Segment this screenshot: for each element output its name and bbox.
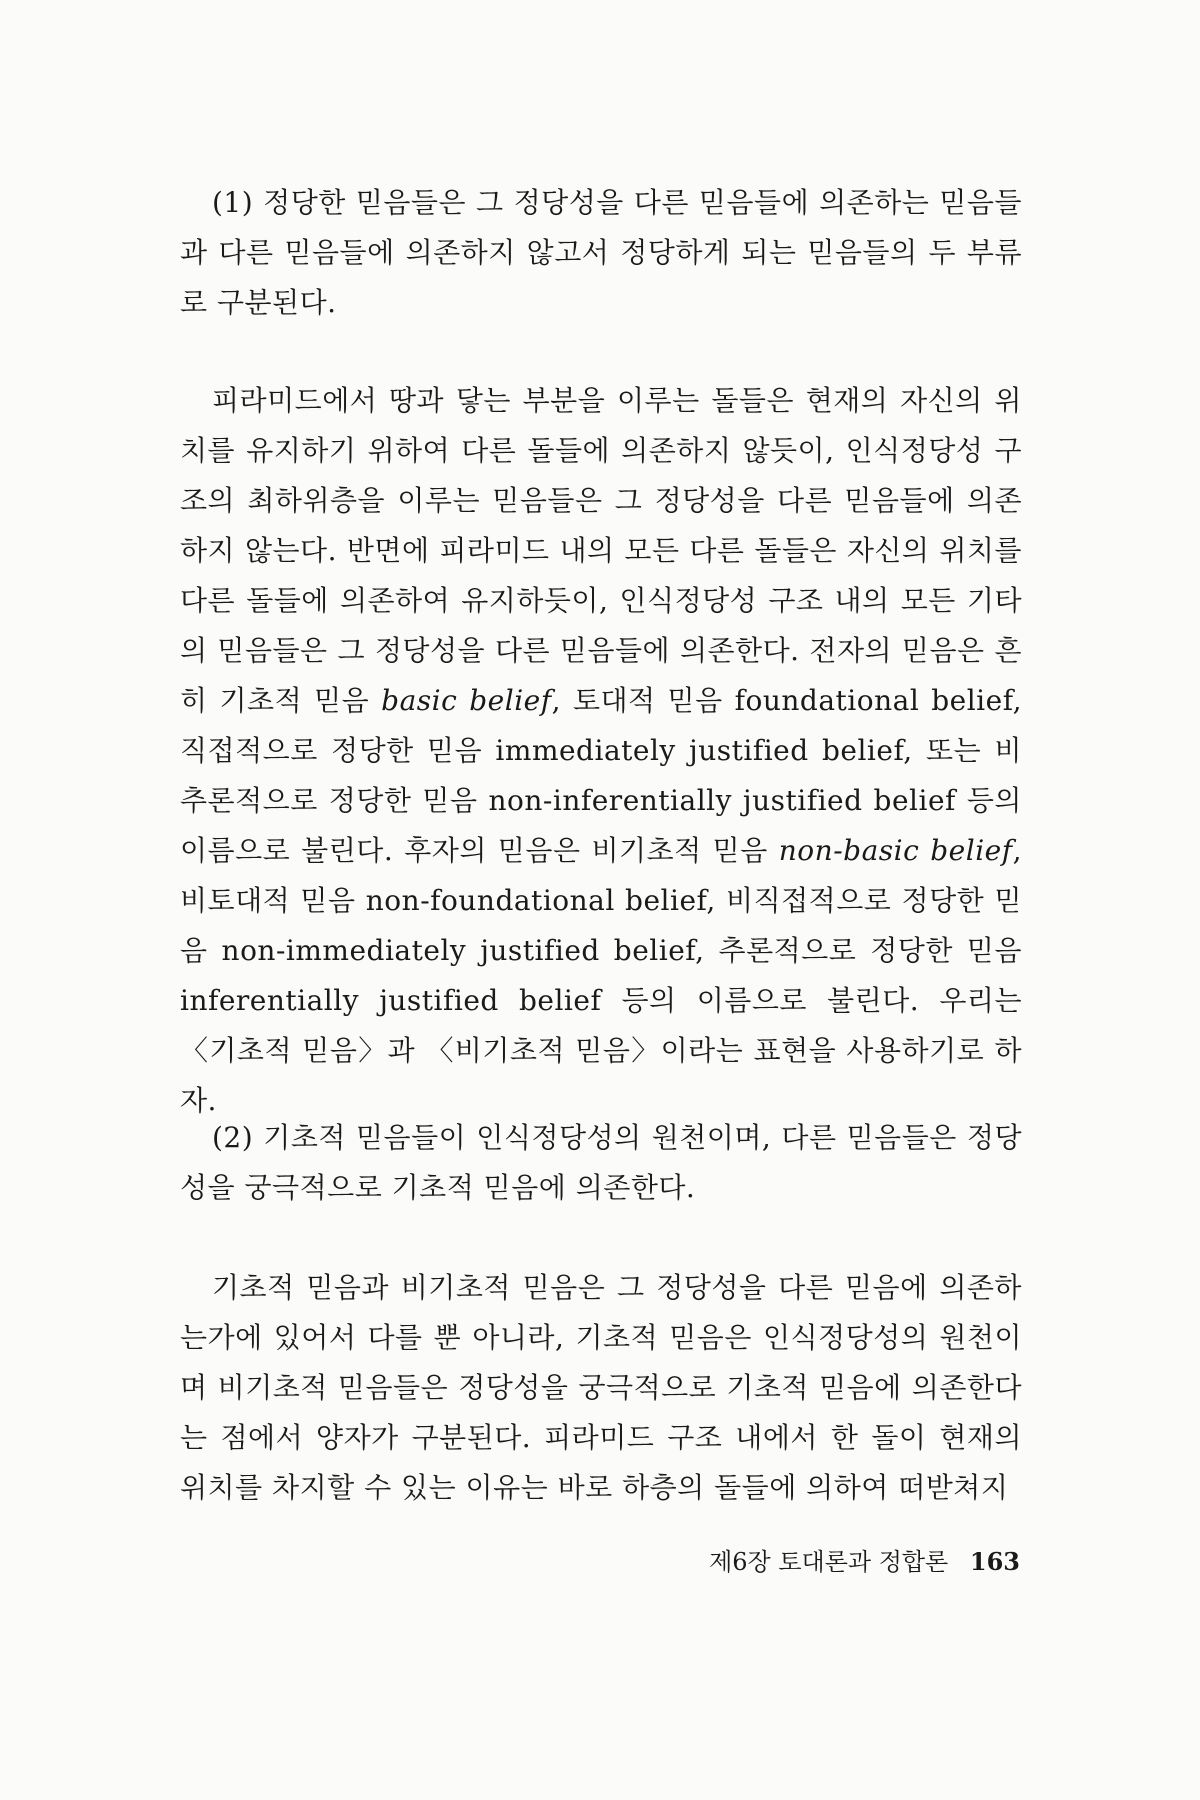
running-title: 제6장 토대론과 정합론 [709,1548,949,1576]
paragraph-pyramid-explanation [180,376,1022,1126]
paragraph-text: , 비토대적 믿음 non-foundational belief, 비직접적으로 정당한 믿음 non-immediately justified belief, 추론적으로 정당한 믿음 inferentially justified belief 등의 이름으로 불린다. 우리는 〈기초적 믿음〉과 〈비기초적 믿음〉이라는 표현을 사용하기로 하자. [180,834,1023,1117]
paragraph-claim-1 [180,178,1022,328]
paragraph-text: , 토대적 믿음 foundational belief, 직접적으로 정당한 믿음 immediately justified belief, 또는 비추론적으로 정당한 믿음 non-inferentially justified belief 등의 이름으로 불린다. 후자의 믿음은 비기초적 믿음 [180,684,1022,867]
paragraph-text: 피라미드에서 땅과 닿는 부분을 이루는 돌들은 현재의 자신의 위치를 유지하기 위하여 다른 돌들에 의존하지 않듯이, 인식정당성 구조의 최하위층을 이루는 믿음들은 그 정당성을 다른 믿음들에 의존하지 않는다. 반면에 피라미드 내의 모든 다른 돌들은 자신의 위치를 다른 돌들에 의존하여 유지하듯이, 인식정당성 구조 내의 모든 기타의 믿음들은 그 정당성을 다른 믿음들에 의존한다. 전자의 믿음은 흔히 기초적 믿음 [180,384,1022,717]
paragraph-text: 기초적 믿음과 비기초적 믿음은 그 정당성을 다른 믿음에 의존하는가에 있어서 다를 뿐 아니라, 기초적 믿음은 인식정당성의 원천이며 비기초적 믿음들은 정당성을 궁극적으로 기초적 믿음에 의존한다는 점에서 양자가 구분된다. 피라미드 구조 내에서 한 돌이 현재의 위치를 차지할 수 있는 이유는 바로 하층의 돌들에 의하여 떠받쳐지 [180,1271,1022,1504]
page-footer [709,1547,1020,1577]
paragraph-text: (1) 정당한 믿음들은 그 정당성을 다른 믿음들에 의존하는 믿음들과 다른 믿음들에 의존하지 않고서 정당하게 되는 믿음들의 두 부류로 구분된다. [180,186,1022,319]
paragraph-text: (2) 기초적 믿음들이 인식정당성의 원천이며, 다른 믿음들은 정당성을 궁극적으로 기초적 믿음에 의존한다. [180,1121,1022,1204]
italic-term-non-basic-belief: non-basic belief [778,834,1013,867]
page-number: 163 [969,1547,1020,1576]
paragraph-basic-vs-nonbasic [180,1263,1022,1513]
paragraph-claim-2 [180,1113,1022,1213]
italic-term-basic-belief: basic belief [381,684,552,717]
